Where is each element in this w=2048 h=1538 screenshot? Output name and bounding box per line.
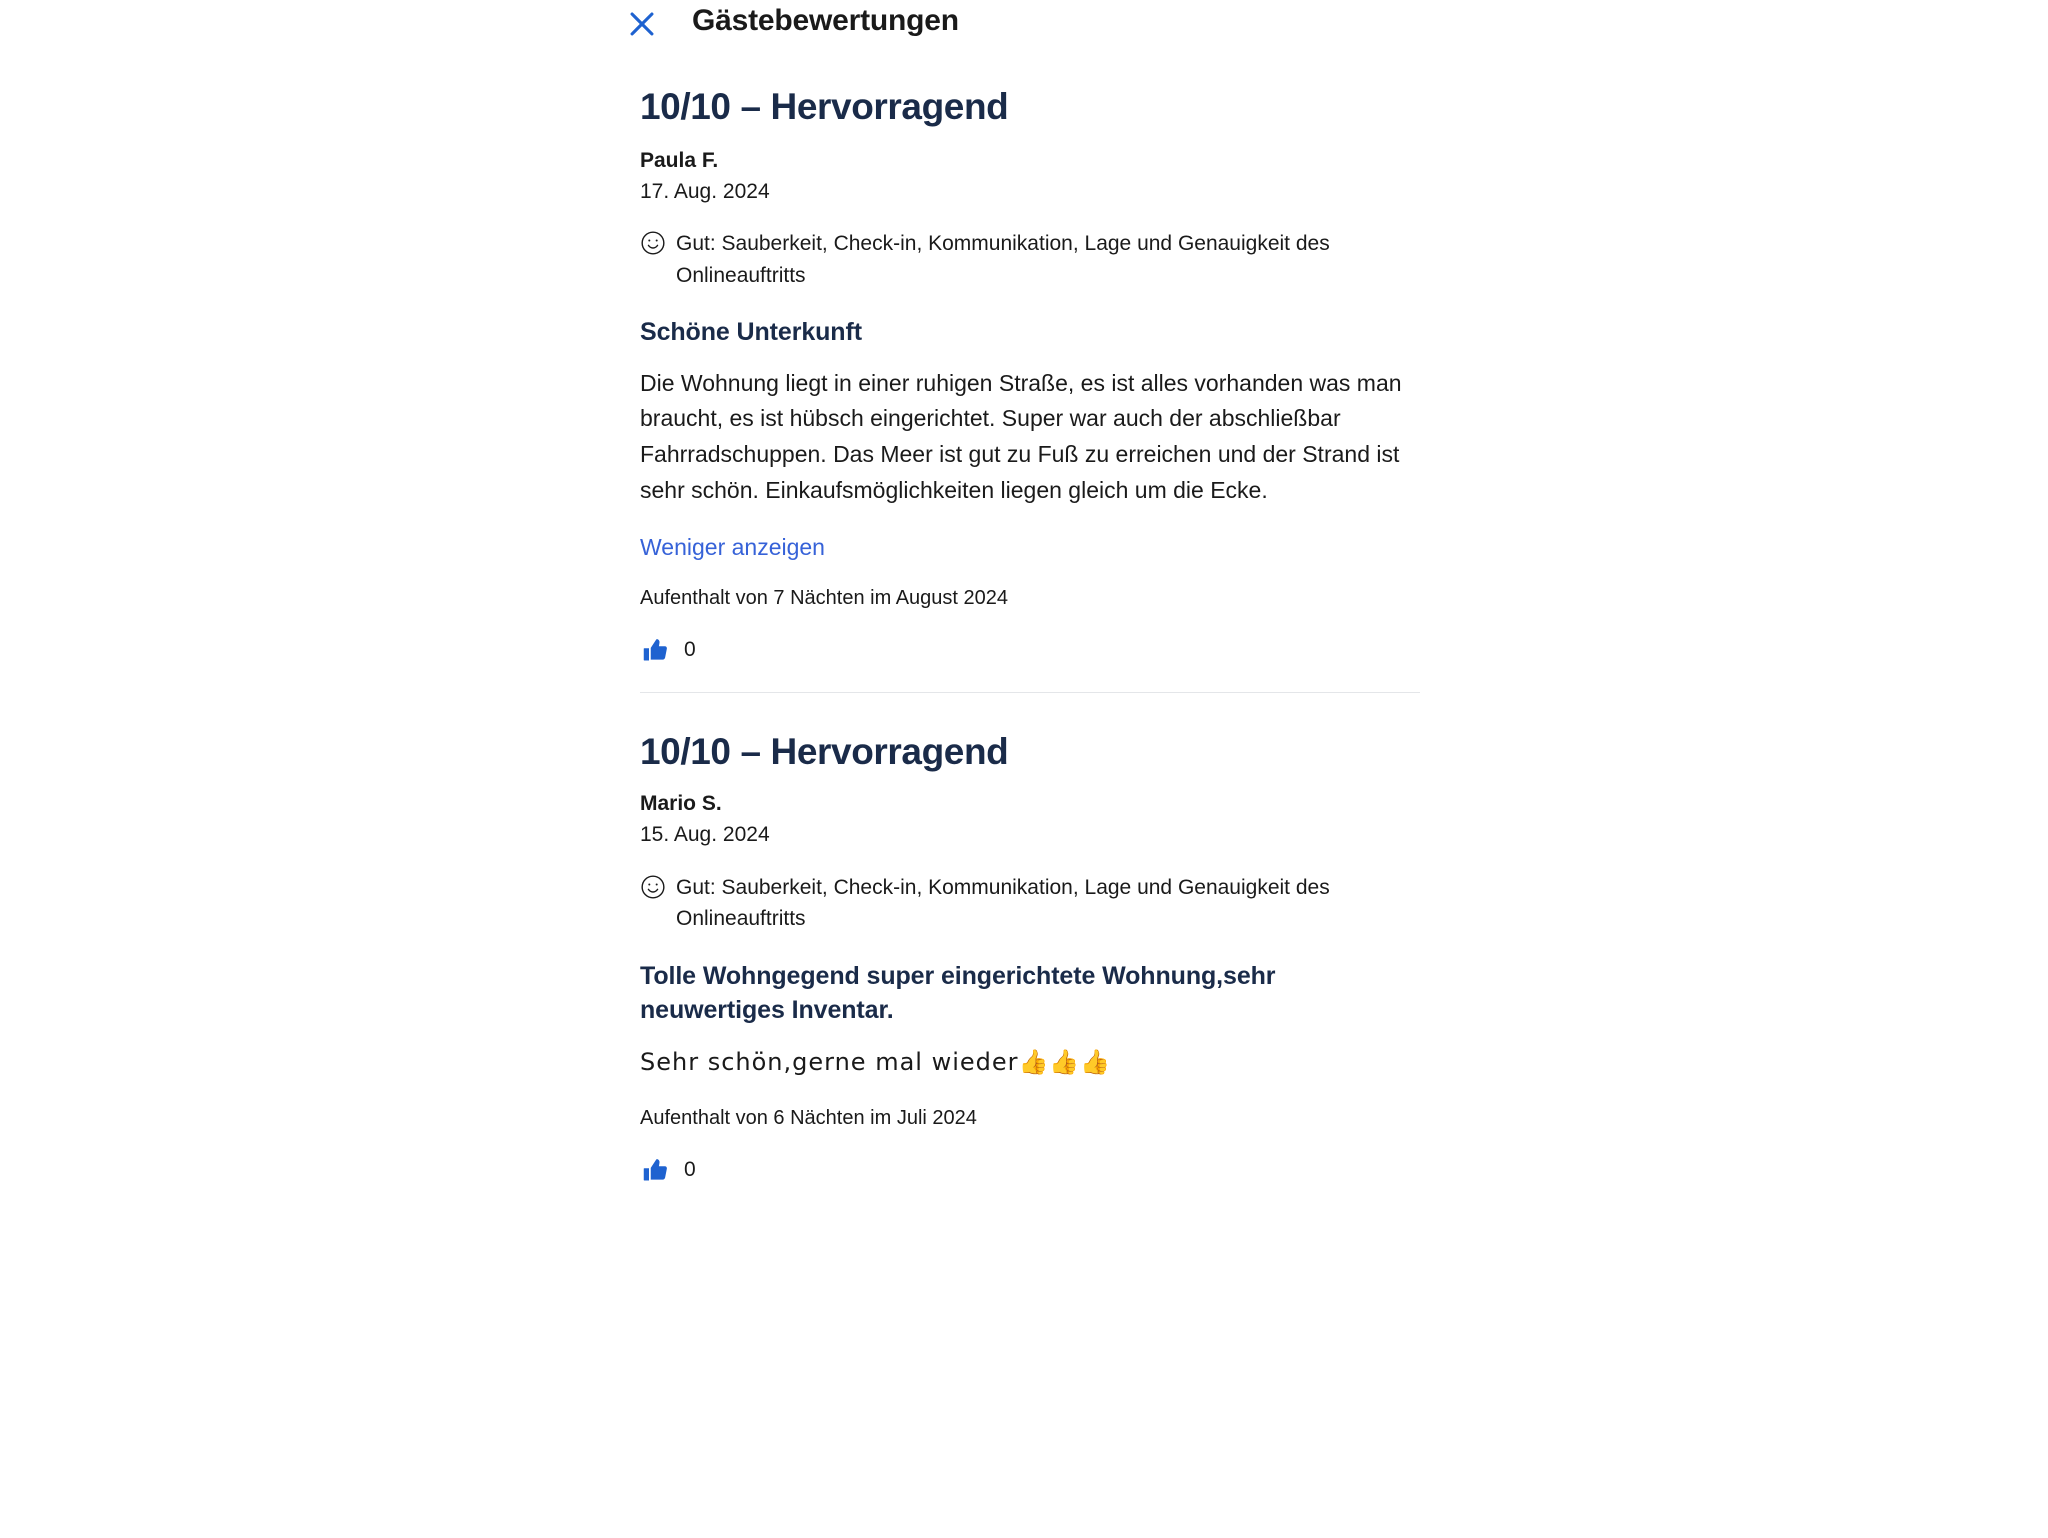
review-title: Tolle Wohngegend super eingerichtete Wohnung,sehr neuwertiges Inventar. (640, 961, 1276, 1025)
show-less-link[interactable]: Weniger anzeigen (640, 534, 825, 561)
close-icon[interactable] (620, 2, 664, 46)
review-body: Sehr schön,gerne mal wieder👍👍👍 (640, 1047, 1112, 1076)
reviewer-name: Mario S. (640, 791, 722, 815)
reviewer-name: Paula F. (640, 148, 719, 172)
helpful-row (640, 1156, 1420, 1184)
reviews-list (640, 86, 1420, 1194)
thumbs-up-icon[interactable] (642, 636, 670, 664)
stay-info: Aufenthalt von 7 Nächten im August 2024 (640, 587, 1009, 610)
review-positives (640, 228, 1420, 291)
helpful-count: 0 (684, 638, 696, 662)
helpful-count: 0 (684, 1157, 696, 1181)
review-positives-text: Gut: Sauberkeit, Check-in, Kommunikation, Lage und Genauigkeit des Onlineauftritts (676, 232, 1330, 287)
review-positives (640, 872, 1420, 935)
review-rating: 10/10 – Hervorragend (640, 731, 1009, 773)
review-item (640, 86, 1420, 703)
review-positives-text: Gut: Sauberkeit, Check-in, Kommunikation, Lage und Genauigkeit des Onlineauftritts (676, 875, 1330, 931)
review-item (640, 731, 1420, 1193)
stay-info: Aufenthalt von 6 Nächten im Juli 2024 (640, 1106, 977, 1129)
smiley-icon (640, 230, 666, 256)
modal-header (0, 0, 2048, 56)
smiley-icon (640, 874, 666, 900)
thumbs-up-icon[interactable] (642, 1156, 670, 1184)
review-date: 15. Aug. 2024 (640, 823, 770, 847)
review-body: Die Wohnung liegt in einer ruhigen Straße, es ist alles vorhanden was man braucht, es ist hübsch eingerichtet. Super war auch der abschließbar Fahrradschuppen. Das Meer ist gut zu Fuß zu erreichen und der Strand ist sehr schön. Einkaufsmöglichkeiten liegen gleich um die Ecke. (640, 369, 1402, 503)
review-date: 17. Aug. 2024 (640, 179, 770, 203)
helpful-row (640, 636, 1420, 664)
review-title: Schöne Unterkunft (640, 318, 862, 347)
review-rating: 10/10 – Hervorragend (640, 86, 1009, 127)
page-title: Gästebewertungen (692, 4, 959, 37)
divider (640, 692, 1420, 693)
